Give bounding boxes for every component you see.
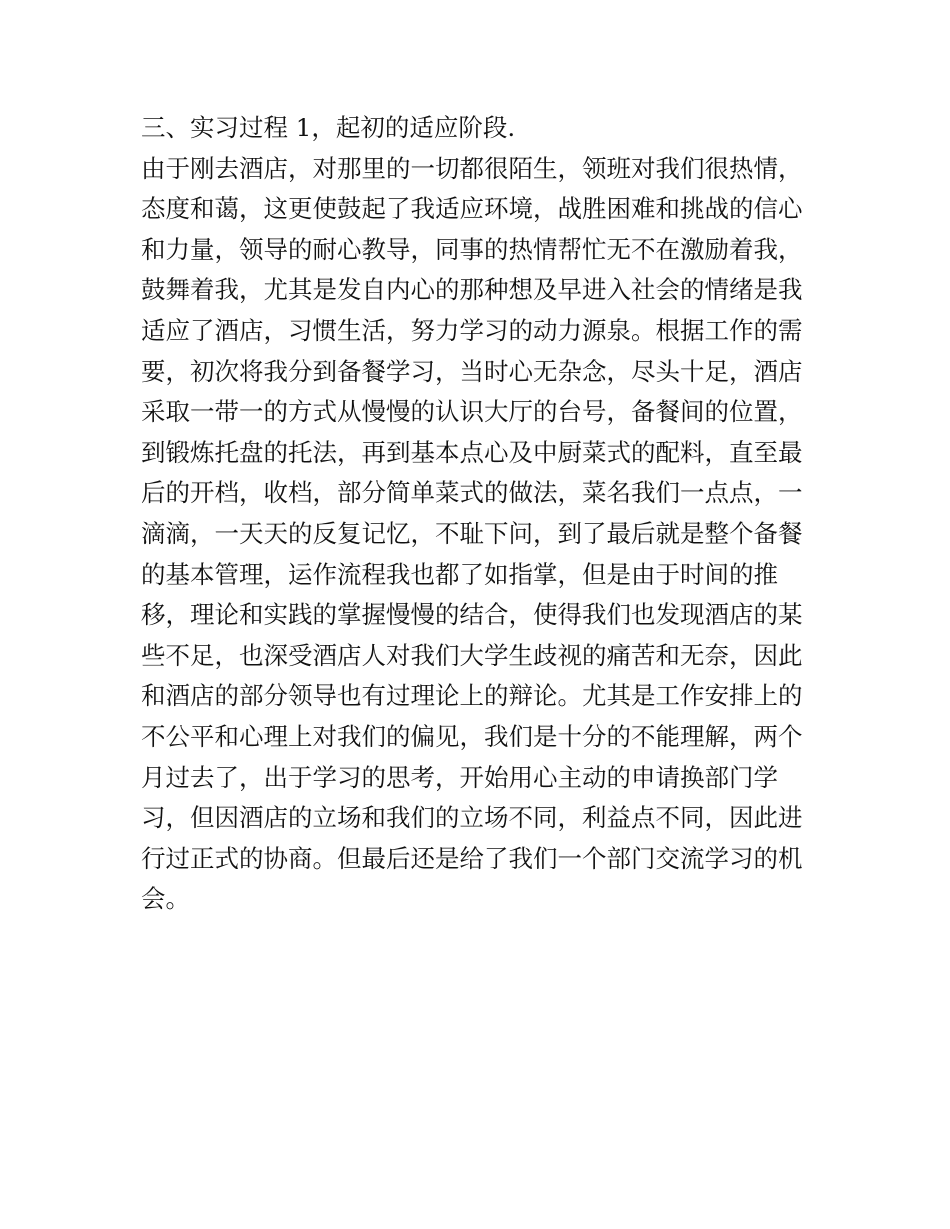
text-line: 移，理论和实践的掌握慢慢的结合，使得我们也发现酒店的某	[141, 600, 803, 630]
text-line: 要，初次将我分到备餐学习，当时心无杂念，尽头十足，酒店	[141, 356, 803, 386]
text-line: 到锻炼托盘的托法，再到基本点心及中厨菜式的配料，直至最	[141, 437, 803, 467]
text-line: 会。	[141, 884, 190, 914]
text-line: 和力量，领导的耐心教导，同事的热情帮忙无不在激励着我，	[141, 234, 803, 264]
text-line: 不公平和心理上对我们的偏见，我们是十分的不能理解，两个	[141, 721, 803, 751]
text-line: 态度和蔼，这更使鼓起了我适应环境，战胜困难和挑战的信心	[141, 194, 803, 224]
text-line: 行过正式的协商。但最后还是给了我们一个部门交流学习的机	[141, 843, 803, 873]
text-line: 滴滴，一天天的反复记忆，不耻下问，到了最后就是整个备餐	[141, 518, 803, 548]
text-line: 鼓舞着我，尤其是发自内心的那种想及早进入社会的情绪是我	[141, 275, 803, 305]
text-line: 些不足，也深受酒店人对我们大学生歧视的痛苦和无奈，因此	[141, 640, 803, 670]
text-line: 适应了酒店，习惯生活，努力学习的动力源泉。根据工作的需	[141, 315, 803, 345]
text-line: 采取一带一的方式从慢慢的认识大厅的台号，备餐间的位置，	[141, 397, 803, 427]
text-line: 习，但因酒店的立场和我们的立场不同，利益点不同，因此进	[141, 803, 803, 833]
text-line: 和酒店的部分领导也有过理论上的辩论。尤其是工作安排上的	[141, 681, 803, 711]
text-line: 后的开档，收档，部分简单菜式的做法，菜名我们一点点，一	[141, 478, 803, 508]
text-line: 的基本管理，运作流程我也都了如指掌，但是由于时间的推	[141, 559, 778, 589]
body-text	[141, 108, 821, 920]
text-line: 月过去了，出于学习的思考，开始用心主动的申请换部门学	[141, 762, 778, 792]
text-line: 由于刚去酒店，对那里的一切都很陌生，领班对我们很热情，	[141, 153, 803, 183]
section-heading: 三、实习过程 1，起初的适应阶段.	[141, 113, 516, 142]
